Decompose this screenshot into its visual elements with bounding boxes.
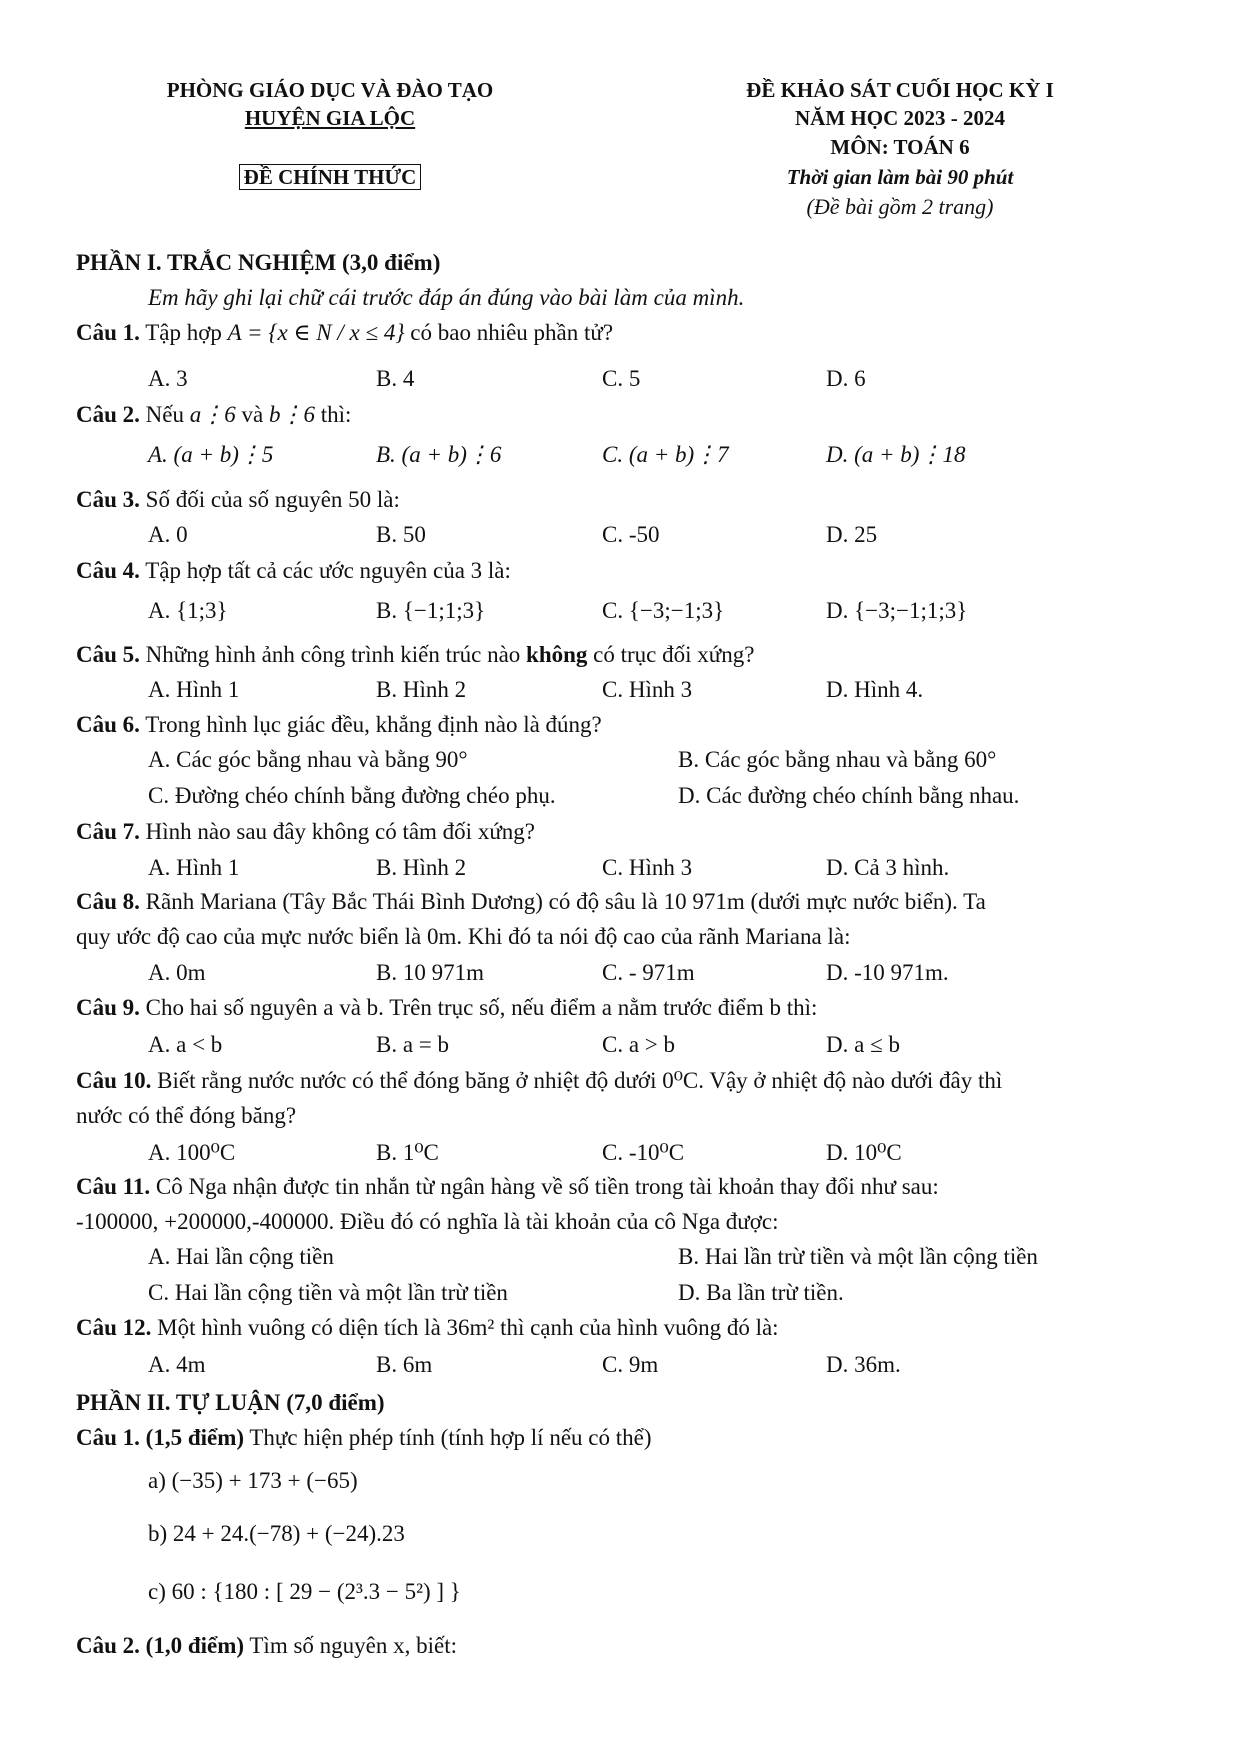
q8-option-d: D. -10 971m. — [826, 960, 949, 985]
question-9 — [76, 993, 817, 1023]
question-text: và — [241, 402, 264, 427]
question-text: Nếu — [145, 402, 184, 427]
emphasis-word: không — [526, 642, 588, 667]
q4-option-a: A. {1;3} — [148, 598, 228, 623]
q6-option-c: C. Đường chéo chính bằng đường chéo phụ. — [148, 783, 556, 808]
question-text: có bao nhiêu phần tử? — [410, 320, 614, 345]
question-text: Rãnh Mariana (Tây Bắc Thái Bình Dương) có độ sâu là 10 971m (dưới mực nước biển). Ta — [145, 889, 986, 914]
question-6 — [76, 710, 602, 740]
official-label: ĐỀ CHÍNH THỨC — [239, 164, 422, 190]
question-label: Câu 2. — [76, 1633, 140, 1658]
q1-option-a: A. 3 — [148, 366, 188, 391]
question-text: có trục đối xứng? — [593, 642, 755, 667]
question-text: Cô Nga nhận được tin nhắn từ ngân hàng về số tiền trong tài khoản thay đổi như sau: — [155, 1174, 939, 1199]
q10-option-c: C. -10⁰C — [602, 1140, 685, 1165]
q11-option-d: D. Ba lần trừ tiền. — [678, 1280, 844, 1305]
q1-option-c: C. 5 — [602, 366, 641, 391]
part1-title: PHẦN I. TRẮC NGHIỆM (3,0 điểm) — [76, 250, 441, 275]
question-label: Câu 6. — [76, 712, 140, 737]
question-text: Cho hai số nguyên a và b. Trên trục số, nếu điểm a nằm trước điểm b thì: — [145, 995, 818, 1020]
q9-option-b: B. a = b — [376, 1032, 450, 1057]
question-points: (1,5 điểm) — [145, 1425, 245, 1450]
q5-option-b: B. Hình 2 — [376, 677, 467, 702]
q1-option-d: D. 6 — [826, 366, 866, 391]
question-label: Câu 11. — [76, 1174, 151, 1199]
q9-option-d: D. a ≤ b — [826, 1032, 900, 1057]
question-2 — [76, 400, 351, 430]
q5-option-d: D. Hình 4. — [826, 677, 924, 702]
district-name-text: HUYỆN GIA LỘC — [244, 106, 416, 130]
question-label: Câu 3. — [76, 487, 140, 512]
question-11-continued: -100000, +200000,-400000. Điều đó có nghĩa là tài khoản của cô Nga được: — [76, 1209, 779, 1234]
q2-option-d: D. (a + b)⋮18 — [826, 442, 966, 467]
question-label: Câu 12. — [76, 1315, 152, 1340]
essay-1a: a) (−35) + 173 + (−65) — [148, 1468, 358, 1493]
question-label: Câu 5. — [76, 642, 140, 667]
question-label: Câu 9. — [76, 995, 140, 1020]
question-text: Thực hiện phép tính (tính hợp lí nếu có thể) — [249, 1425, 652, 1450]
question-7 — [76, 817, 535, 847]
question-text: Tìm số nguyên x, biết: — [249, 1633, 457, 1658]
q6-option-a: A. Các góc bằng nhau và bằng 90° — [148, 747, 468, 772]
q10-option-a: A. 100⁰C — [148, 1140, 236, 1165]
q6-option-b: B. Các góc bằng nhau và bằng 60° — [678, 747, 997, 772]
question-points: (1,0 điểm) — [145, 1633, 245, 1658]
question-1 — [76, 318, 613, 348]
essay-question-2 — [76, 1631, 457, 1661]
question-11 — [76, 1172, 939, 1202]
question-text: Tập hợp — [145, 320, 222, 345]
q2-option-a: A. (a + b)⋮5 — [148, 442, 274, 467]
q10-option-d: D. 10⁰C — [826, 1140, 902, 1165]
question-text: Một hình vuông có diện tích là 36m² thì cạnh của hình vuông đó là: — [157, 1315, 779, 1340]
q3-option-c: C. -50 — [602, 522, 660, 547]
question-label: Câu 1. — [76, 1425, 140, 1450]
q7-option-a: A. Hình 1 — [148, 855, 240, 880]
q3-option-b: B. 50 — [376, 522, 426, 547]
q8-option-c: C. - 971m — [602, 960, 695, 985]
question-label: Câu 8. — [76, 889, 140, 914]
question-label: Câu 1. — [76, 320, 140, 345]
pages-note: (Đề bài gồm 2 trang) — [806, 194, 994, 219]
q7-option-b: B. Hình 2 — [376, 855, 467, 880]
essay-1c: c) 60 : {180 : [ 29 − (2³.3 − 5²) ] } — [148, 1579, 461, 1604]
q3-option-d: D. 25 — [826, 522, 878, 547]
q2-option-c: C. (a + b)⋮7 — [602, 442, 729, 467]
q2-option-b: B. (a + b)⋮6 — [376, 442, 502, 467]
q4-option-b: B. {−1;1;3} — [376, 598, 486, 623]
question-text: Số đối của số nguyên 50 là: — [145, 487, 400, 512]
question-math: b⋮6 — [268, 402, 315, 427]
question-8-continued: quy ước độ cao của mực nước biển là 0m. Khi đó ta nói độ cao của rãnh Mariana là: — [76, 924, 851, 949]
question-12 — [76, 1313, 779, 1343]
question-4 — [76, 556, 511, 586]
question-10 — [76, 1066, 1002, 1096]
time-limit: Thời gian làm bài 90 phút — [786, 165, 1014, 189]
question-text: Tập hợp tất cả các ước nguyên của 3 là: — [145, 558, 511, 583]
q7-option-d: D. Cả 3 hình. — [826, 855, 950, 880]
question-label: Câu 4. — [76, 558, 140, 583]
question-text: Hình nào sau đây không có tâm đối xứng? — [145, 819, 535, 844]
q3-option-a: A. 0 — [148, 522, 188, 547]
subject: MÔN: TOÁN 6 — [830, 135, 970, 159]
question-10-continued: nước có thể đóng băng? — [76, 1103, 297, 1128]
question-text: Trong hình lục giác đều, khẳng định nào là đúng? — [145, 712, 602, 737]
part1-instruction: Em hãy ghi lại chữ cái trước đáp án đúng vào bài làm của mình. — [148, 285, 745, 310]
school-year: NĂM HỌC 2023 - 2024 — [795, 106, 1005, 130]
q11-option-b: B. Hai lần trừ tiền và một lần cộng tiền — [678, 1244, 1038, 1269]
q5-option-c: C. Hình 3 — [602, 677, 693, 702]
q6-option-d: D. Các đường chéo chính bằng nhau. — [678, 783, 1020, 808]
department-name: PHÒNG GIÁO DỤC VÀ ĐÀO TẠO — [166, 78, 494, 102]
q12-option-d: D. 36m. — [826, 1352, 901, 1377]
q9-option-a: A. a < b — [148, 1032, 223, 1057]
q11-option-c: C. Hai lần cộng tiền và một lần trừ tiền — [148, 1280, 508, 1305]
q10-option-b: B. 1⁰C — [376, 1140, 439, 1165]
question-text: Những hình ảnh công trình kiến trúc nào — [145, 642, 521, 667]
question-math: a⋮6 — [189, 402, 236, 427]
q4-option-d: D. {−3;−1;1;3} — [826, 598, 968, 623]
essay-1b: b) 24 + 24.(−78) + (−24).23 — [148, 1521, 405, 1546]
q4-option-c: C. {−3;−1;3} — [602, 598, 725, 623]
question-label: Câu 7. — [76, 819, 140, 844]
question-math: A = {x ∈ N / x ≤ 4} — [227, 320, 405, 345]
question-3 — [76, 485, 400, 515]
district-name — [130, 103, 530, 133]
q8-option-b: B. 10 971m — [376, 960, 484, 985]
q9-option-c: C. a > b — [602, 1032, 676, 1057]
essay-question-1 — [76, 1423, 652, 1453]
q12-option-c: C. 9m — [602, 1352, 659, 1377]
q12-option-a: A. 4m — [148, 1352, 206, 1377]
question-label: Câu 2. — [76, 402, 140, 427]
part2-title: PHẦN II. TỰ LUẬN (7,0 điểm) — [76, 1390, 385, 1415]
q12-option-b: B. 6m — [376, 1352, 433, 1377]
question-text: Biết rằng nước nước có thể đóng băng ở nhiệt độ dưới 0⁰C. Vậy ở nhiệt độ nào dưới đây thì — [157, 1068, 1003, 1093]
q1-option-b: B. 4 — [376, 366, 415, 391]
q11-option-a: A. Hai lần cộng tiền — [148, 1244, 334, 1269]
exam-title: ĐỀ KHẢO SÁT CUỐI HỌC KỲ I — [746, 78, 1054, 102]
q8-option-a: A. 0m — [148, 960, 206, 985]
question-label: Câu 10. — [76, 1068, 152, 1093]
question-text: thì: — [320, 402, 352, 427]
question-8 — [76, 887, 986, 917]
q5-option-a: A. Hình 1 — [148, 677, 240, 702]
question-5 — [76, 640, 754, 670]
q7-option-c: C. Hình 3 — [602, 855, 693, 880]
official-label-wrap — [130, 162, 530, 192]
